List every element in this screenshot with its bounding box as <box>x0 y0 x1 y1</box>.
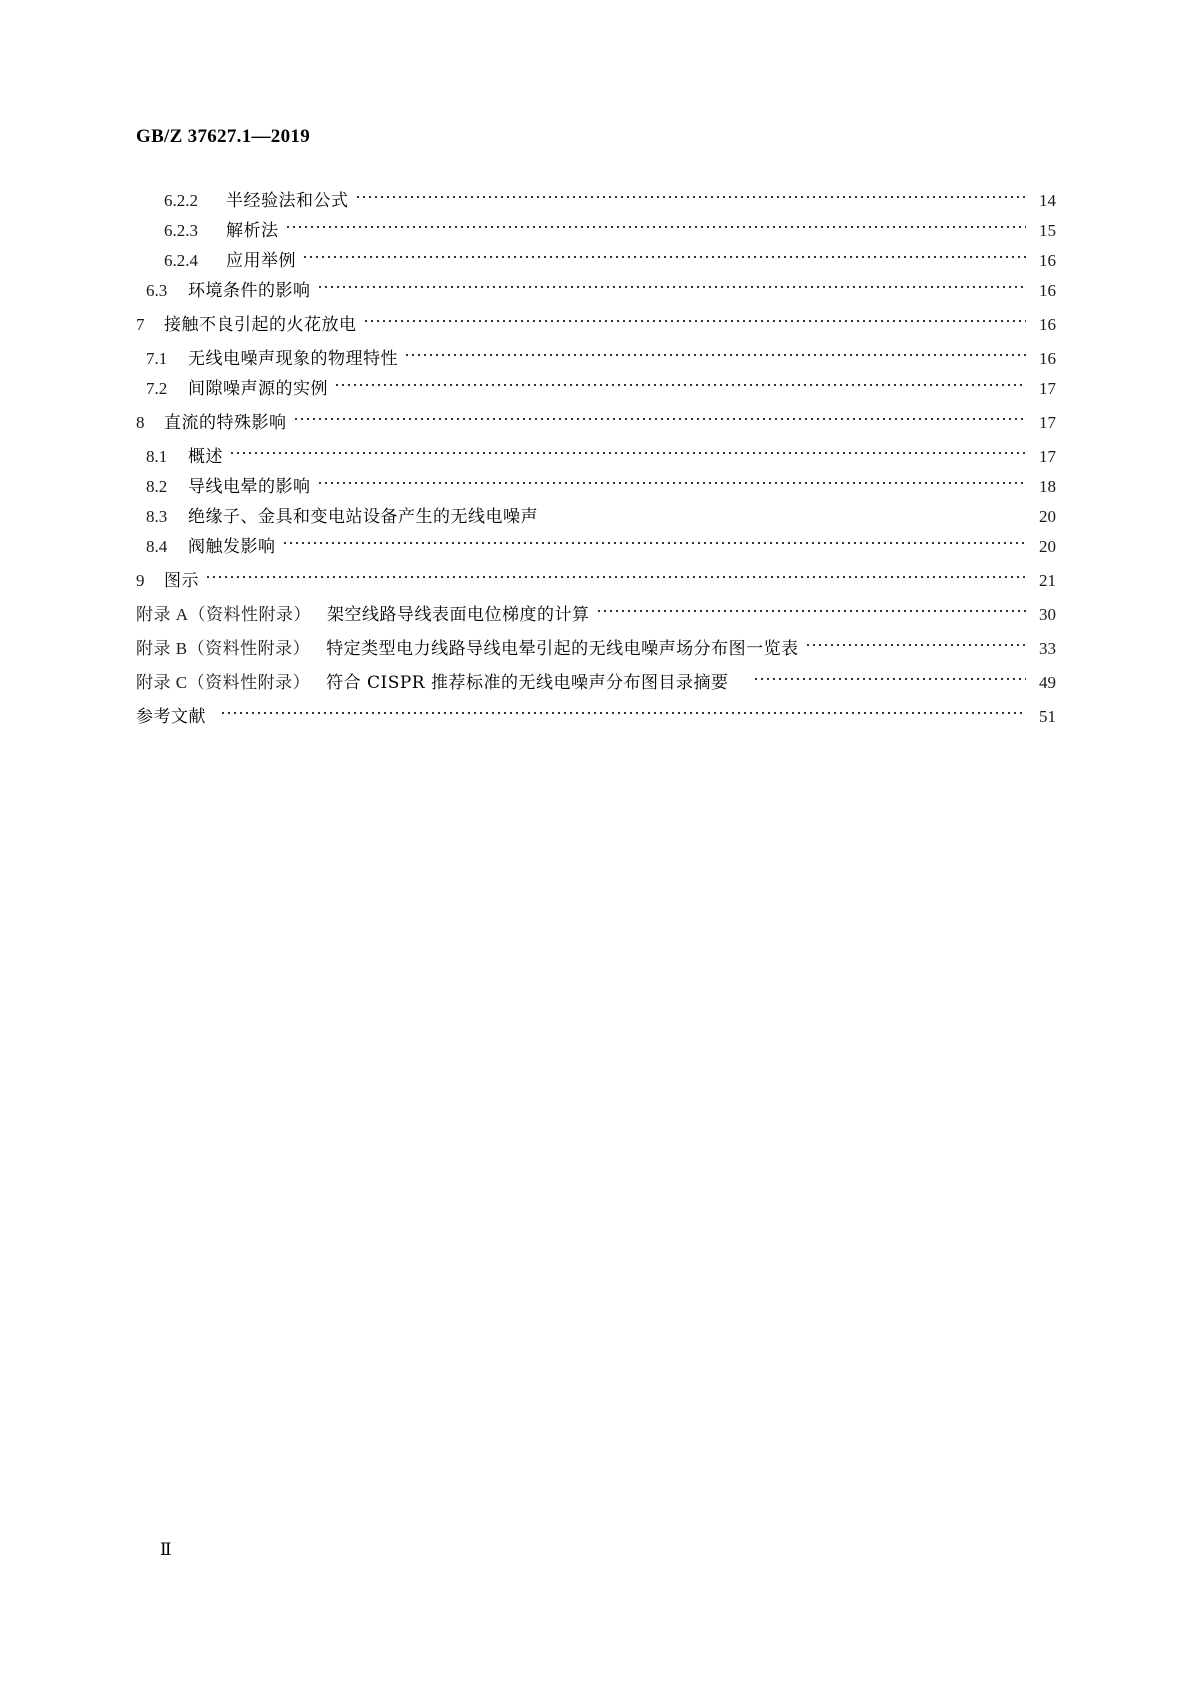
toc-entry-references[interactable] <box>136 694 1056 727</box>
toc-leader <box>293 400 1027 428</box>
toc-page: 17 <box>1039 379 1056 398</box>
toc-title: 间隙噪声源的实例 <box>188 379 328 399</box>
toc-leader <box>753 660 1026 688</box>
toc-page: 33 <box>1039 639 1056 658</box>
toc-page: 49 <box>1039 673 1056 692</box>
toc-title: 阀触发影响 <box>188 537 276 557</box>
toc-page: 20 <box>1039 537 1056 556</box>
toc-appendix-label: 附录 A（资料性附录） <box>136 605 312 624</box>
toc-title: 直流的特殊影响 <box>164 413 287 433</box>
toc-entry-6-2-3[interactable] <box>136 208 1056 241</box>
toc-entry-appendix-c[interactable] <box>136 660 1056 693</box>
toc-number: 7.1 <box>146 349 168 368</box>
toc-title: 架空线路导线表面电位梯度的计算 <box>327 605 590 625</box>
toc-leader <box>317 268 1027 296</box>
toc-number: 8.4 <box>146 537 168 556</box>
toc-entry-8-1[interactable] <box>136 434 1056 467</box>
toc-entry-8-2[interactable] <box>136 464 1056 497</box>
toc-leader <box>229 434 1026 462</box>
toc-title: 无线电噪声现象的物理特性 <box>188 349 398 369</box>
toc-title: 绝缘子、金具和变电站设备产生的无线电噪声 <box>188 507 538 527</box>
toc-number: 7 <box>136 315 145 334</box>
toc-page: 16 <box>1039 349 1056 368</box>
toc-leader <box>363 302 1027 330</box>
toc-appendix-label: 附录 C（资料性附录） <box>136 673 311 692</box>
toc-entry-appendix-b[interactable] <box>136 626 1056 659</box>
toc-title: 环境条件的影响 <box>188 281 311 301</box>
toc-page: 21 <box>1039 571 1056 590</box>
toc-leader <box>805 626 1026 654</box>
toc-leader <box>282 524 1027 552</box>
toc-entry-9[interactable] <box>136 558 1056 591</box>
toc-number: 8.1 <box>146 447 168 466</box>
page-number: Ⅱ <box>160 1540 172 1559</box>
toc-entry-7[interactable] <box>136 302 1056 335</box>
toc-number: 7.2 <box>146 379 168 398</box>
toc-leader <box>220 694 1026 722</box>
toc-title: 参考文献 <box>136 707 206 727</box>
toc-leader <box>302 238 1026 266</box>
toc-leader <box>596 592 1026 620</box>
toc-title: 图示 <box>164 571 199 591</box>
toc-appendix-label: 附录 B（资料性附录） <box>136 639 311 658</box>
toc-title: 符合 CISPR 推荐标准的无线电噪声分布图目录摘要 <box>326 673 729 693</box>
toc-number: 8.3 <box>146 507 168 526</box>
toc-page: 17 <box>1039 413 1056 432</box>
toc-leader <box>317 464 1027 492</box>
toc-title: 接触不良引起的火花放电 <box>164 315 357 335</box>
toc-entry-8-4[interactable] <box>136 524 1056 557</box>
toc-title: 特定类型电力线路导线电晕引起的无线电噪声场分布图一览表 <box>326 639 799 659</box>
toc-page: 51 <box>1039 707 1056 726</box>
toc-title: 导线电晕的影响 <box>188 477 311 497</box>
toc-number: 6.2.3 <box>164 221 198 240</box>
toc-number: 8.2 <box>146 477 168 496</box>
toc-number: 6.3 <box>146 281 168 300</box>
toc-entry-8[interactable] <box>136 400 1056 433</box>
toc-page: 14 <box>1039 191 1056 210</box>
toc-page: 30 <box>1039 605 1056 624</box>
toc-page: 16 <box>1039 251 1056 270</box>
toc-page: 17 <box>1039 447 1056 466</box>
toc-entry-6-3[interactable] <box>136 268 1056 301</box>
toc-leader <box>285 208 1027 236</box>
toc-entry-appendix-a[interactable] <box>136 592 1056 625</box>
toc-page: 16 <box>1039 315 1056 334</box>
toc-number: 6.2.2 <box>164 191 198 210</box>
toc-entry-6-2-2[interactable] <box>136 178 1056 211</box>
toc-number: 9 <box>136 571 145 590</box>
toc-number: 8 <box>136 413 145 432</box>
toc-entry-6-2-4[interactable] <box>136 238 1056 271</box>
toc-entry-7-2[interactable] <box>136 366 1056 399</box>
toc-page: 18 <box>1039 477 1056 496</box>
toc-page: 20 <box>1039 507 1056 526</box>
toc-number: 6.2.4 <box>164 251 198 270</box>
toc-title: 半经验法和公式 <box>226 191 349 211</box>
toc-title: 应用举例 <box>226 251 296 271</box>
toc-leader <box>355 178 1027 206</box>
toc-page: 15 <box>1039 221 1056 240</box>
toc-leader <box>205 558 1026 586</box>
toc-title: 概述 <box>188 447 223 467</box>
document-id: GB/Z 37627.1—2019 <box>136 126 311 147</box>
toc-leader <box>404 336 1026 364</box>
toc-entry-8-3[interactable] <box>136 494 1056 527</box>
toc-page: 16 <box>1039 281 1056 300</box>
toc-title: 解析法 <box>226 221 279 241</box>
toc-entry-7-1[interactable] <box>136 336 1056 369</box>
toc-leader <box>334 366 1026 394</box>
